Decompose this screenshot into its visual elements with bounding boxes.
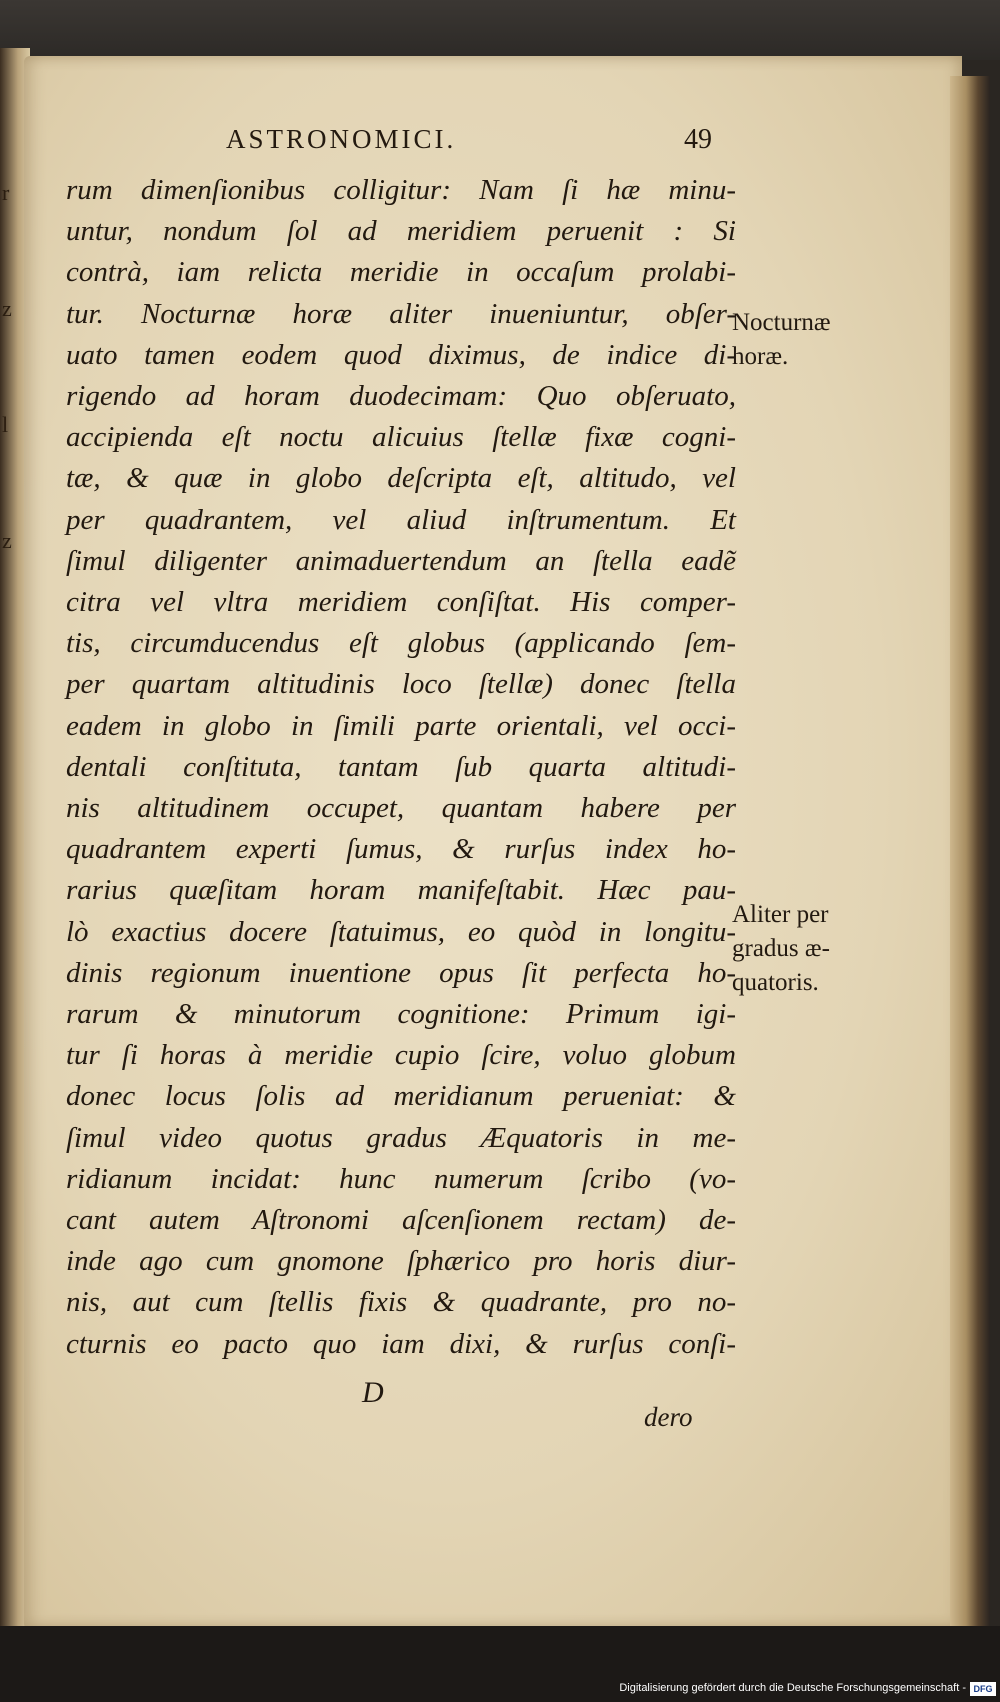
- margin-note-line: Nocturnæ: [732, 309, 831, 336]
- text-line: rarum & minutorum cognitione: Primum igi-: [66, 998, 736, 1031]
- text-line: dentali conſtituta, tantam ſub quarta altitudi-: [66, 750, 736, 783]
- text-line: quadrantem experti ſumus, & rurſus index ho-: [66, 833, 736, 866]
- digitization-credit: Digitalisierung gefördert durch die Deutsche Forschungsgemeinschaft -: [619, 1682, 966, 1694]
- facing-page-fragments: [2, 180, 12, 644]
- margin-note-line: Aliter per: [732, 901, 829, 928]
- text-line: ſimul diligenter animaduertendum an ſtella eadẽ: [66, 544, 736, 577]
- page-number: 49: [684, 124, 712, 155]
- facing-page-fragment: l: [2, 412, 9, 437]
- facing-page-fragment: z: [2, 296, 12, 321]
- margin-note-line: quatoris.: [732, 969, 819, 996]
- text-line: uato tamen eodem quod diximus, de indice di-: [66, 338, 736, 371]
- text-line: inde ago cum gnomone ſphærico pro horis diur-: [66, 1245, 736, 1278]
- facing-page-fragment: r: [2, 180, 10, 205]
- facing-page-fragment: z: [2, 528, 12, 553]
- text-line: untur, nondum ſol ad meridiem peruenit : Si: [66, 215, 736, 248]
- margin-note-nocturnae: [732, 306, 831, 374]
- text-line: nis, aut cum ſtellis fixis & quadrante, pro no-: [66, 1286, 736, 1319]
- text-line: nis altitudinem occupet, quantam habere per: [66, 792, 736, 825]
- page-fore-edge: [950, 76, 990, 1626]
- text-line: tis, circumducendus eſt globus (applicando ſem-: [66, 627, 736, 660]
- text-line: ridianum incidat: hunc numerum ſcribo (vo-: [66, 1162, 736, 1195]
- text-line: accipienda eſt noctu alicuius ſtellæ fixæ cogni-: [66, 421, 736, 454]
- scan-top-background: [0, 0, 1000, 60]
- text-line: eadem in globo in ſimili parte orientali, vel occi-: [66, 709, 736, 742]
- text-line: tur ſi horas à meridie cupio ſcire, voluo globum: [66, 1039, 736, 1072]
- text-line: ſimul video quotus gradus Æquatoris in me-: [66, 1121, 736, 1154]
- text-line: tæ, & quæ in globo deſcripta eſt, altitudo, vel: [66, 462, 736, 495]
- text-line: rarius quæſitam horam manifeſtabit. Hæc pau-: [66, 874, 736, 907]
- margin-note-line: horæ.: [732, 343, 789, 370]
- text-line: donec locus ſolis ad meridianum perueniat: &: [66, 1080, 736, 1113]
- text-line: tur. Nocturnæ horæ aliter inueniuntur, obſer-: [66, 297, 736, 330]
- text-line: citra vel vltra meridiem conſiſtat. His comper-: [66, 586, 736, 619]
- running-head: ASTRONOMICI.: [226, 124, 457, 154]
- margin-note-line: gradus æ-: [732, 935, 830, 962]
- text-line: cturnis eo pacto quo iam dixi, & rurſus conſi-: [66, 1327, 736, 1360]
- text-line: rigendo ad horam duodecimam: Quo obſeruato,: [66, 380, 736, 413]
- signature-mark: D: [362, 1376, 384, 1409]
- text-line: contrà, iam relicta meridie in occaſum prolabi-: [66, 256, 736, 289]
- text-line: rum dimenſionibus colligitur: Nam ſi hæ minu-: [66, 174, 736, 206]
- dfg-logo: DFG: [970, 1682, 996, 1696]
- body-text: [66, 170, 736, 1365]
- text-line: per quartam altitudinis loco ſtellæ) donec ſtella: [66, 668, 736, 701]
- text-line: cant autem Aſtronomi aſcenſionem rectam) de-: [66, 1204, 736, 1237]
- text-line: lò exactius docere ſtatuimus, eo quòd in longitu-: [66, 915, 736, 948]
- text-line: per quadrantem, vel aliud inſtrumentum. Et: [66, 503, 736, 536]
- scan-bottom-background: [0, 1626, 1000, 1702]
- text-line: dinis regionum inuentione opus ſit perfecta ho-: [66, 956, 736, 989]
- margin-note-aliter: [732, 898, 830, 1000]
- catchword: dero: [644, 1402, 693, 1432]
